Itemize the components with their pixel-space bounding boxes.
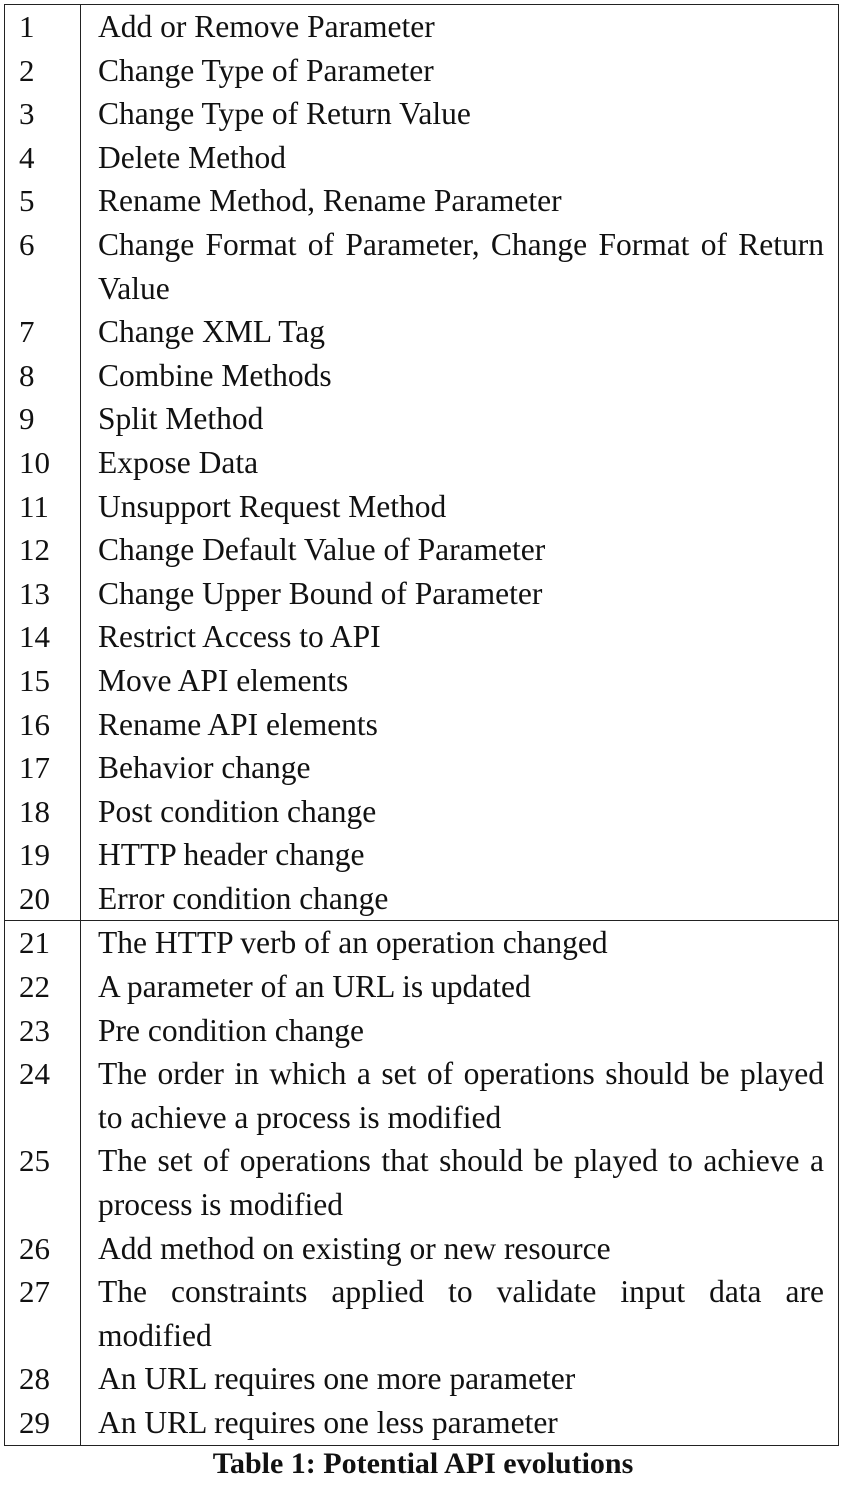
row-number: 26 bbox=[5, 1227, 81, 1271]
row-description: The HTTP verb of an operation changed bbox=[98, 925, 608, 961]
row-description: The set of operations that should be played to achieve a process is modified bbox=[98, 1143, 824, 1223]
table-row bbox=[5, 572, 838, 616]
row-description: Behavior change bbox=[98, 750, 311, 786]
row-number: 11 bbox=[5, 485, 81, 529]
row-description: Combine Methods bbox=[98, 357, 332, 393]
row-description: The order in which a set of operations should be played to achieve a process is modified bbox=[98, 1056, 824, 1135]
table-row bbox=[5, 746, 838, 790]
table-row bbox=[5, 485, 838, 529]
row-number: 14 bbox=[5, 615, 81, 659]
table-row bbox=[5, 397, 838, 441]
row-description: HTTP header change bbox=[98, 837, 365, 873]
row-number: 22 bbox=[5, 965, 81, 1009]
row-description: Move API elements bbox=[98, 662, 349, 698]
table-row bbox=[5, 833, 838, 877]
table-row bbox=[5, 92, 838, 136]
table-row bbox=[5, 1401, 838, 1445]
row-description: Add or Remove Parameter bbox=[98, 9, 435, 44]
row-number: 24 bbox=[5, 1052, 81, 1139]
row-description: The constraints applied to validate input data are modified bbox=[98, 1274, 824, 1353]
row-description: Split Method bbox=[98, 401, 264, 437]
row-description: Rename Method, Rename Parameter bbox=[98, 183, 562, 219]
row-description: Error condition change bbox=[98, 880, 389, 916]
row-description: Expose Data bbox=[98, 444, 259, 480]
row-number: 12 bbox=[5, 528, 81, 572]
row-number: 6 bbox=[5, 223, 81, 310]
row-number: 20 bbox=[5, 877, 81, 921]
table-row bbox=[5, 615, 838, 659]
row-number: 18 bbox=[5, 790, 81, 834]
table-row bbox=[5, 965, 838, 1009]
row-number: 23 bbox=[5, 1009, 81, 1053]
row-number: 16 bbox=[5, 703, 81, 747]
row-number: 15 bbox=[5, 659, 81, 703]
table-row bbox=[5, 310, 838, 354]
row-number: 25 bbox=[5, 1139, 81, 1226]
table-row bbox=[5, 354, 838, 398]
row-number: 3 bbox=[5, 92, 81, 136]
table-row bbox=[5, 1357, 838, 1401]
table-row bbox=[5, 136, 838, 180]
row-description: Change Upper Bound of Parameter bbox=[98, 575, 543, 611]
row-description: Unsupport Request Method bbox=[98, 488, 447, 524]
table-row bbox=[5, 790, 838, 834]
row-description: Delete Method bbox=[98, 139, 287, 175]
table-row bbox=[5, 1009, 838, 1053]
row-description: Rename API elements bbox=[98, 706, 378, 742]
row-number: 4 bbox=[5, 136, 81, 180]
table-row bbox=[5, 703, 838, 747]
table-row bbox=[5, 5, 838, 49]
row-number: 7 bbox=[5, 310, 81, 354]
row-description: Restrict Access to API bbox=[98, 619, 381, 655]
table-caption: Table 1: Potential API evolutions bbox=[212, 1447, 634, 1480]
row-description: Change Default Value of Parameter bbox=[98, 532, 546, 568]
row-number: 19 bbox=[5, 833, 81, 877]
row-number: 8 bbox=[5, 354, 81, 398]
row-number: 10 bbox=[5, 441, 81, 485]
table-row bbox=[5, 1052, 838, 1139]
row-number: 1 bbox=[5, 5, 81, 49]
table-row bbox=[5, 1270, 838, 1357]
table-row bbox=[5, 1227, 838, 1271]
row-description: A parameter of an URL is updated bbox=[98, 969, 531, 1005]
row-description: An URL requires one more parameter bbox=[98, 1361, 576, 1397]
table-row bbox=[5, 49, 838, 93]
table-group-1 bbox=[5, 5, 838, 920]
row-description: Post condition change bbox=[98, 793, 377, 829]
row-description: Add method on existing or new resource bbox=[98, 1230, 611, 1266]
row-description: Change Type of Parameter bbox=[98, 52, 434, 88]
table-row bbox=[5, 179, 838, 223]
row-description: An URL requires one less parameter bbox=[98, 1405, 558, 1440]
row-number: 28 bbox=[5, 1357, 81, 1401]
table-row bbox=[5, 528, 838, 572]
row-description: Pre condition change bbox=[98, 1012, 364, 1048]
row-number: 17 bbox=[5, 746, 81, 790]
table-group-2 bbox=[5, 920, 838, 1444]
row-number: 5 bbox=[5, 179, 81, 223]
row-number: 2 bbox=[5, 49, 81, 93]
api-evolutions-table bbox=[4, 4, 839, 1446]
row-description: Change Type of Return Value bbox=[98, 96, 471, 132]
table-row bbox=[5, 921, 838, 965]
row-number: 13 bbox=[5, 572, 81, 616]
table-row bbox=[5, 441, 838, 485]
table-row bbox=[5, 659, 838, 703]
table-row bbox=[5, 1139, 838, 1226]
row-number: 9 bbox=[5, 397, 81, 441]
table-row bbox=[5, 877, 838, 921]
row-number: 27 bbox=[5, 1270, 81, 1357]
table-row bbox=[5, 223, 838, 310]
row-description: Change Format of Parameter, Change Format of Return Value bbox=[98, 226, 824, 306]
row-description: Change XML Tag bbox=[98, 314, 326, 350]
row-number: 21 bbox=[5, 921, 81, 965]
row-number: 29 bbox=[5, 1401, 81, 1445]
